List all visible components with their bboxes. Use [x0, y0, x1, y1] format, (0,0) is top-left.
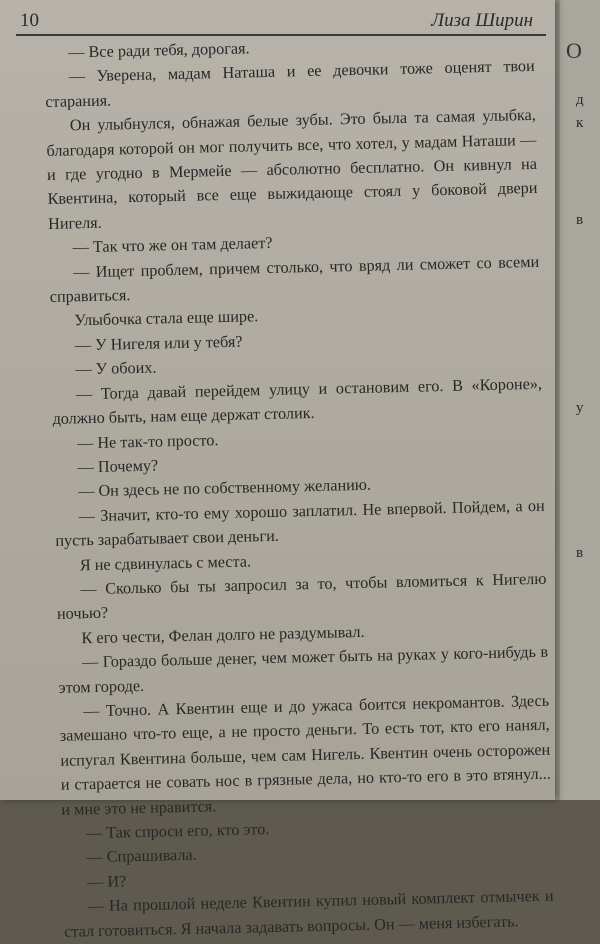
paragraph: — Уверена, мадам Наташа и ее девочки тоже оценят твои старания.: [45, 57, 535, 111]
paragraph: — Тогда давай перейдем улицу и остановим его. В «Короне», должно быть, нам еще держат столик.: [52, 374, 543, 428]
page-header: [20, 8, 545, 34]
adjacent-page-letter: O: [566, 38, 582, 63]
running-title: Лиза Ширин: [431, 10, 533, 31]
paragraph: — Все ради тебя, дорогая.: [68, 39, 250, 62]
paragraph: — У Нигеля или у тебя?: [74, 332, 243, 355]
paragraph: — Так что же он там делает?: [72, 234, 273, 257]
paragraph: — На прошлой неделе Квентин купил новый комплект отмычек и стал готовиться. Я начала задавать вопросы. Он — меня избегать.: [64, 886, 554, 941]
paragraph: — Сколько бы ты запросил за то, чтобы вломиться к Нигелю ночью?: [56, 569, 547, 624]
adjacent-page: [560, 0, 600, 800]
page-number: 10: [20, 10, 39, 31]
paragraph: — Ищет проблем, причем столько, что вряд ли сможет со всеми справиться.: [49, 252, 540, 306]
adjacent-page-fragment: в: [576, 212, 584, 228]
page-body: [44, 30, 554, 944]
paragraph: — Он здесь не по собственному желанию.: [78, 476, 372, 501]
paragraph: — И?: [86, 872, 127, 892]
paragraph: Он улыбнулся, обнажая белые зубы. Это была та самая улыбка, благодаря которой он мог получить все, что хотел, у мадам Наташи — и где угодно в Мермейе — абсолютно бесплатно. Он кивнул на Квентина, который все еще выжидающе стоял у боковой двери Нигеля.: [46, 106, 538, 233]
adjacent-page-fragment: у: [576, 400, 584, 416]
paragraph: — Так спроси его, кто это.: [85, 820, 270, 843]
paragraph: — Не так-то просто.: [76, 430, 219, 452]
paragraph: К его чести, Фелан долго не раздумывал.: [81, 622, 365, 648]
paragraph: — Гораздо больше денег, чем может быть на руках у кого-нибудь в этом городе.: [58, 642, 549, 697]
paragraph: Улыбочка стала еще шире.: [74, 307, 259, 330]
adjacent-page-fragment: в: [576, 545, 584, 561]
adjacent-page-fragment: к: [576, 115, 584, 131]
paragraph: Я не сдвинулась с места.: [79, 551, 252, 574]
paragraph: — Почему?: [77, 456, 159, 477]
adjacent-page-fragment: д: [576, 92, 584, 108]
paragraph: — Точно. А Квентин еще и до ужаса боится некромантов. Здесь замешано что-то еще, а не просто деньги. То есть тот, кто его нанял, испугал Квентина больше, чем сам Нигель. Квентин очень осторожен и старается не совать нос в грязные дела, но кто-то его в это втянул... и мне это не нравится.: [59, 691, 551, 819]
paragraph: — У обоих.: [75, 358, 157, 379]
paragraph: — Спрашивала.: [86, 846, 197, 867]
paragraph: — Значит, кто-то ему хорошо заплатил. Не впервой. Пойдем, а он пусть зарабатывает свои деньги.: [55, 496, 545, 550]
